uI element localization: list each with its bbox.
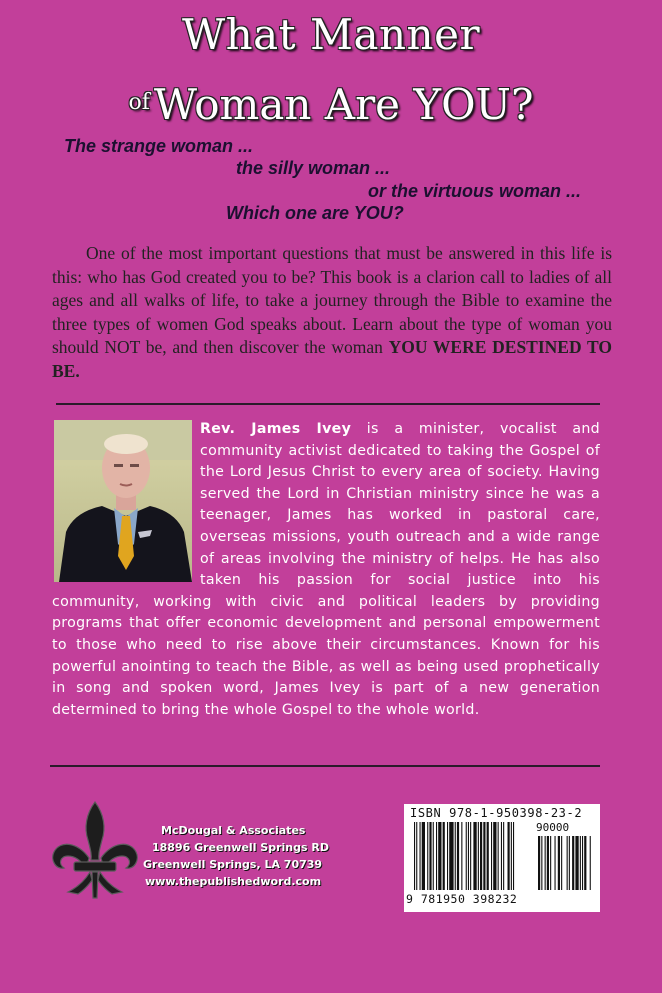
barcode-bar [503,822,504,890]
barcode-addon-bar [580,836,581,890]
barcode-bar [508,822,510,890]
barcode-bar [443,822,445,890]
barcode-addon-number: 90000 [536,821,570,834]
barcode-addon-bar [545,836,546,890]
barcode-bar [470,822,471,890]
barcode-bar [480,822,482,890]
barcode-addon-bar [538,836,540,890]
barcode-addon-bar [555,836,556,890]
barcode-bar [414,822,415,890]
fleur-de-lis-logo [48,800,142,900]
barcode-bar [466,822,467,890]
barcode-addon-bar [567,836,568,890]
barcode-addon-bar [561,836,562,890]
ean-number: 9 781950 398232 [406,892,518,906]
barcode-bar [438,822,441,890]
intro-text: One of the most important questions that must be answered in this life is this: who has God created you to be? This book is a clarion call to ladies of all ages and all walks of life, to take a journey through the Bible to examine the three types of women God speaks about. Learn about the type of woman you should NOT be, and then discover the woman [52,243,612,357]
barcode-addon-bar [572,836,574,890]
barcode-bar [478,822,479,890]
barcode-bar [429,822,431,890]
barcode-addon-bar [550,836,551,890]
intro-emphasis: YOU WERE DESTINED TO BE. [52,337,612,381]
barcode-bar [513,822,514,890]
barcode-bar [487,822,489,890]
publisher-address-1: 18896 Greenwell Springs RD [152,841,329,854]
barcode-addon-bar [569,836,570,890]
barcode-bar [449,822,453,890]
barcode-bar [493,822,496,890]
barcode-addon-bar [575,836,578,890]
isbn-label: ISBN 978-1-950398-23-2 [410,806,583,820]
barcode-bar [498,822,499,890]
barcode-bar [461,822,462,890]
title-line-2 [0,80,662,129]
barcode-bar [427,822,428,890]
author-name: Rev. James Ivey [200,421,352,437]
divider-top [56,403,600,405]
barcode-bar [436,822,437,890]
barcode-bar [416,822,417,890]
barcode-addon-bar [590,836,591,890]
barcode-bar [473,822,476,890]
barcode-addon-bar [584,836,586,890]
title-of: of [128,90,150,115]
tagline-question: Which one are YOU? [226,203,404,223]
tagline-strange: The strange woman ... [64,136,254,156]
tagline-virtuous: or the virtuous woman ... [368,181,582,201]
barcode-bar [468,822,469,890]
barcode-bar [457,822,459,890]
barcode-bar [455,822,456,890]
publisher-name: McDougal & Associates [161,824,306,837]
publisher-address-2: Greenwell Springs, LA 70739 [143,858,323,871]
author-bio [52,419,600,721]
barcode-bar [501,822,502,890]
photo-spacer [52,419,200,583]
barcode-addon-bar [541,836,542,890]
title-main: Woman Are YOU? [153,80,534,129]
barcode-bar [491,822,492,890]
intro-paragraph [52,242,612,383]
barcode-bars [410,822,596,892]
tagline-silly: the silly woman ... [236,158,391,178]
author-bio-text: is a minister, vocalist and community activist dedicated to taking the Gospel of the Lord Jesus Christ to every area of society. Having served the Lord in Christian ministry since he was a teenager, James has worked in pastoral care, overseas missions, youth outreach and a wide range of areas involving the ministry of helps. He has also taken his passion for social justice into his community, working with civic and political leaders by providing programs that offer economic development and personal empowerment to those who need to rise above their circumstances. Known for his powerful anointing to teach the Bible, as well as being used prophetically in song and spoken word, James Ivey is part of a new generation determined to bring the whole Gospel to the whole world. [52,421,600,718]
title-line-1: What Manner [181,10,481,59]
barcode-bar [433,822,434,890]
publisher-info [143,822,329,890]
divider-bottom [50,765,600,767]
barcode-bar [447,822,448,890]
barcode-bar [422,822,425,890]
barcode-addon-bar [547,836,549,890]
publisher-website: www.thepublishedword.com [145,875,322,888]
barcode-bar [483,822,485,890]
barcode-bar [511,822,512,890]
barcode-bar [420,822,421,890]
barcode-addon-bar [582,836,583,890]
barcode-addon-bar [558,836,560,890]
